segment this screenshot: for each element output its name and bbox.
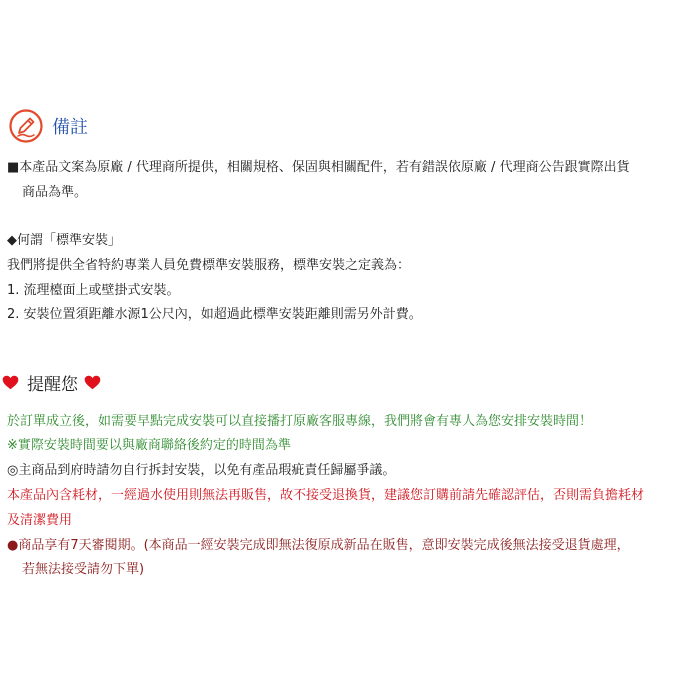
- notes-disclaimer-line-1: ■本產品文案為原廠 / 代理商所提供，相關規格、保固與相關配件，若有錯誤依原廠 / 代理商公告跟實際出貨: [7, 160, 630, 175]
- notes-disclaimer-line-2: 商品為準。: [22, 185, 88, 200]
- notes-title: 備註: [52, 117, 88, 138]
- notes-header: [9, 108, 88, 144]
- reminder-line-2: ※實際安裝時間要以與廠商聯絡後約定的時間為準: [7, 438, 291, 453]
- reminder-line-5: 及清潔費用: [7, 513, 73, 528]
- install-heading: ◆何謂「標準安裝」: [7, 233, 121, 248]
- reminder-header: [2, 370, 101, 394]
- heart-icon: [84, 375, 101, 390]
- reminder-line-3: ◎主商品到府時請勿自行拆封安裝，以免有產品瑕疵責任歸屬爭議。: [7, 463, 396, 478]
- reminder-line-7: 若無法接受請勿下單): [22, 562, 145, 577]
- install-item-1: 1. 流理檯面上或壁掛式安裝。: [7, 283, 180, 298]
- heart-icon: [2, 375, 19, 390]
- reminder-line-4: 本產品內含耗材，一經過水使用則無法再販售，故不接受退換貨，建議您訂購前請先確認評估，否則需負擔耗材: [7, 488, 645, 503]
- reminder-title: 提醒您: [27, 374, 78, 395]
- pen-icon: [9, 109, 43, 143]
- install-item-2: 2. 安裝位置須距離水源1公尺內，如超過此標準安裝距離則需另外計費。: [7, 307, 422, 322]
- reminder-line-6: ●商品享有7天審閱期。(本商品一經安裝完成即無法復原成新品在販售，意即安裝完成後無法接受退貨處理，: [7, 538, 630, 553]
- reminder-line-1: 於訂單成立後，如需要早點完成安裝可以直接播打原廠客服專線，我們將會有專人為您安排安裝時間！: [7, 414, 593, 429]
- install-intro: 我們將提供全省特約專業人員免費標準安裝服務，標準安裝之定義為：: [7, 258, 411, 273]
